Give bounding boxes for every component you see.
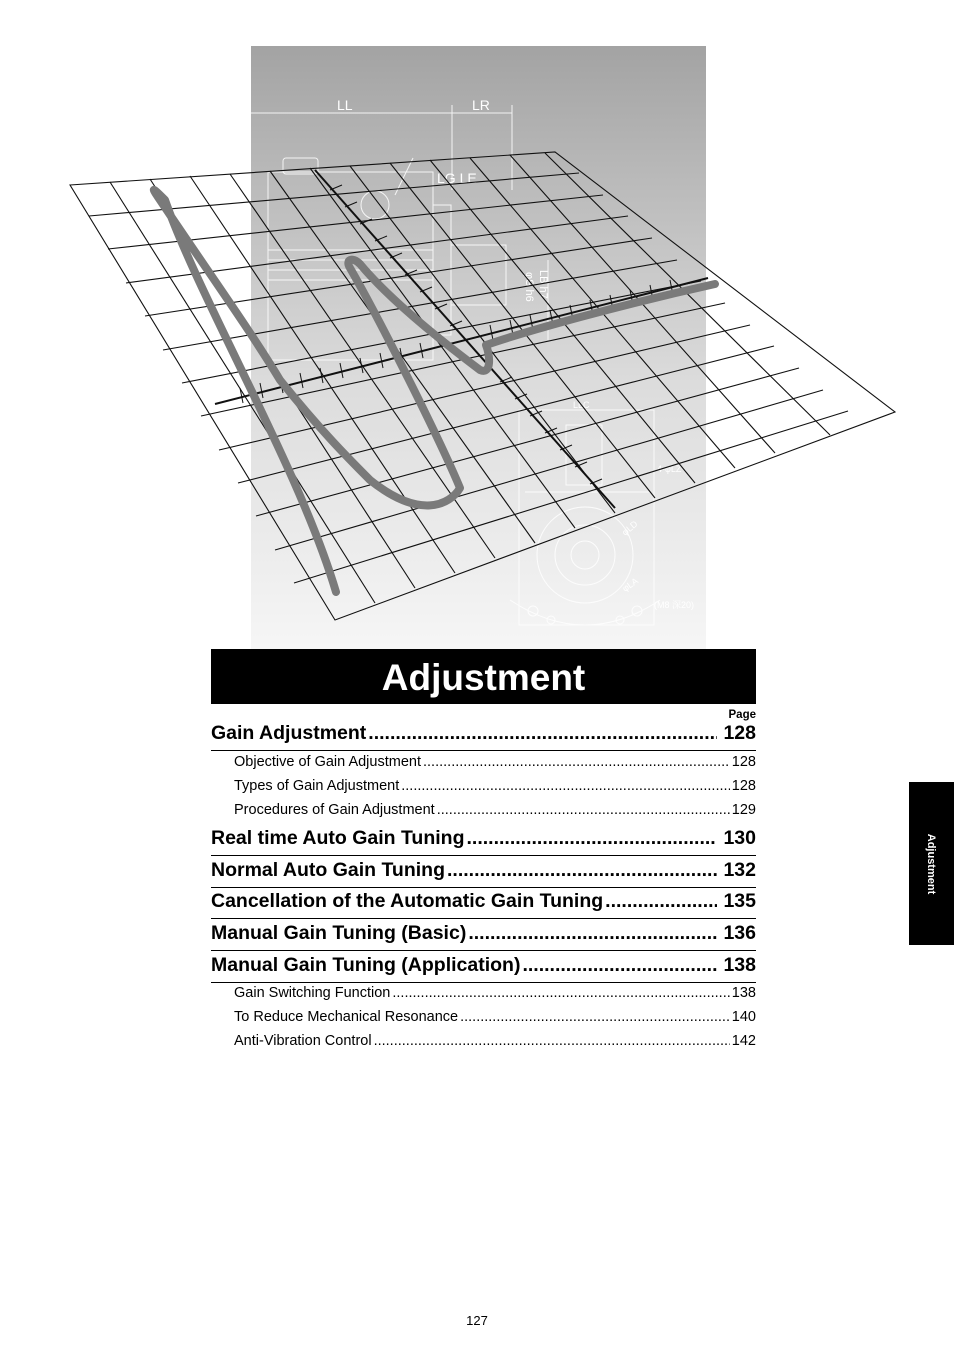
toc-entry-page: 138 [723, 954, 756, 976]
dim-lz-label: 4-φLZ [657, 464, 682, 474]
toc-leader [423, 754, 730, 770]
toc-entry-label: Manual Gain Tuning (Application) [211, 954, 521, 976]
toc-leader [368, 722, 717, 745]
page-column-header: Page [728, 709, 756, 721]
toc-entry-page: 130 [723, 827, 756, 849]
section-title: Adjustment [211, 649, 756, 704]
toc-entry-types[interactable] [211, 778, 756, 800]
toc-entry-page: 135 [723, 890, 756, 912]
toc-leader [437, 802, 730, 818]
toc-leader [447, 859, 717, 882]
toc-entry-label: Types of Gain Adjustment [234, 778, 400, 794]
toc-entry-objective[interactable] [211, 754, 756, 776]
toc-entry-label: Objective of Gain Adjustment [234, 754, 421, 770]
dim-lr-label: LR [472, 97, 490, 113]
dim-lc-label: LLC [573, 400, 590, 410]
toc-entry-label: Procedures of Gain Adjustment [234, 802, 435, 818]
toc-entry-cancellation[interactable] [211, 890, 756, 919]
dim-tap-label: (M8 深20) [654, 600, 695, 610]
toc-entry-mechanical-resonance[interactable] [211, 1009, 756, 1031]
dim-ls-label: φS h6 [523, 272, 535, 302]
toc-entry-label: Anti-Vibration Control [234, 1033, 372, 1049]
toc-entry-page: 132 [723, 859, 756, 881]
toc-entry-procedures[interactable] [211, 802, 756, 824]
dim-ld-label: φLD [619, 518, 640, 538]
toc-entry-normal-auto[interactable] [211, 859, 756, 888]
toc-leader [401, 778, 730, 794]
dim-lb-label: LB h7 [537, 270, 549, 299]
toc-entry-page: 136 [723, 922, 756, 944]
toc-leader [374, 1033, 730, 1049]
toc-entry-label: Manual Gain Tuning (Basic) [211, 922, 467, 944]
toc-entry-manual-basic[interactable] [211, 922, 756, 951]
toc-entry-label: Cancellation of the Automatic Gain Tuning [211, 890, 604, 912]
page-number: 127 [466, 1313, 488, 1328]
toc-entry-gain-switching[interactable] [211, 985, 756, 1007]
toc-entry-page: 140 [731, 1009, 756, 1025]
dim-lg-label: LG LE [437, 170, 477, 186]
cover-illustration [0, 0, 954, 660]
toc-entry-label: To Reduce Mechanical Resonance [234, 1009, 459, 1025]
side-tab-label: Adjustment [925, 833, 937, 895]
dim-la-label: φLA [620, 575, 640, 594]
toc-leader [392, 985, 729, 1001]
toc-entry-gain-adjustment[interactable] [211, 722, 756, 751]
toc-leader [468, 922, 717, 945]
toc-leader [460, 1009, 730, 1025]
toc-leader [467, 827, 718, 850]
toc-entry-manual-application[interactable] [211, 954, 756, 983]
toc-entry-label: Gain Adjustment [211, 722, 367, 744]
chapter-side-tab[interactable] [909, 782, 954, 945]
toc-leader [522, 954, 717, 977]
toc-entry-label: Normal Auto Gain Tuning [211, 859, 445, 881]
toc-entry-anti-vibration[interactable] [211, 1033, 756, 1055]
toc-entry-page: 142 [731, 1033, 756, 1049]
toc-leader [605, 890, 717, 913]
toc-entry-page: 128 [731, 754, 756, 770]
toc-entry-label: Real time Auto Gain Tuning [211, 827, 465, 849]
toc-entry-page: 129 [731, 802, 756, 818]
toc-entry-page: 138 [731, 985, 756, 1001]
toc-entry-page: 128 [731, 778, 756, 794]
toc-entry-real-time-auto[interactable] [211, 827, 756, 856]
toc-entry-page: 128 [723, 722, 756, 744]
dim-ll-label: LL [337, 97, 353, 113]
toc-entry-label: Gain Switching Function [234, 985, 391, 1001]
